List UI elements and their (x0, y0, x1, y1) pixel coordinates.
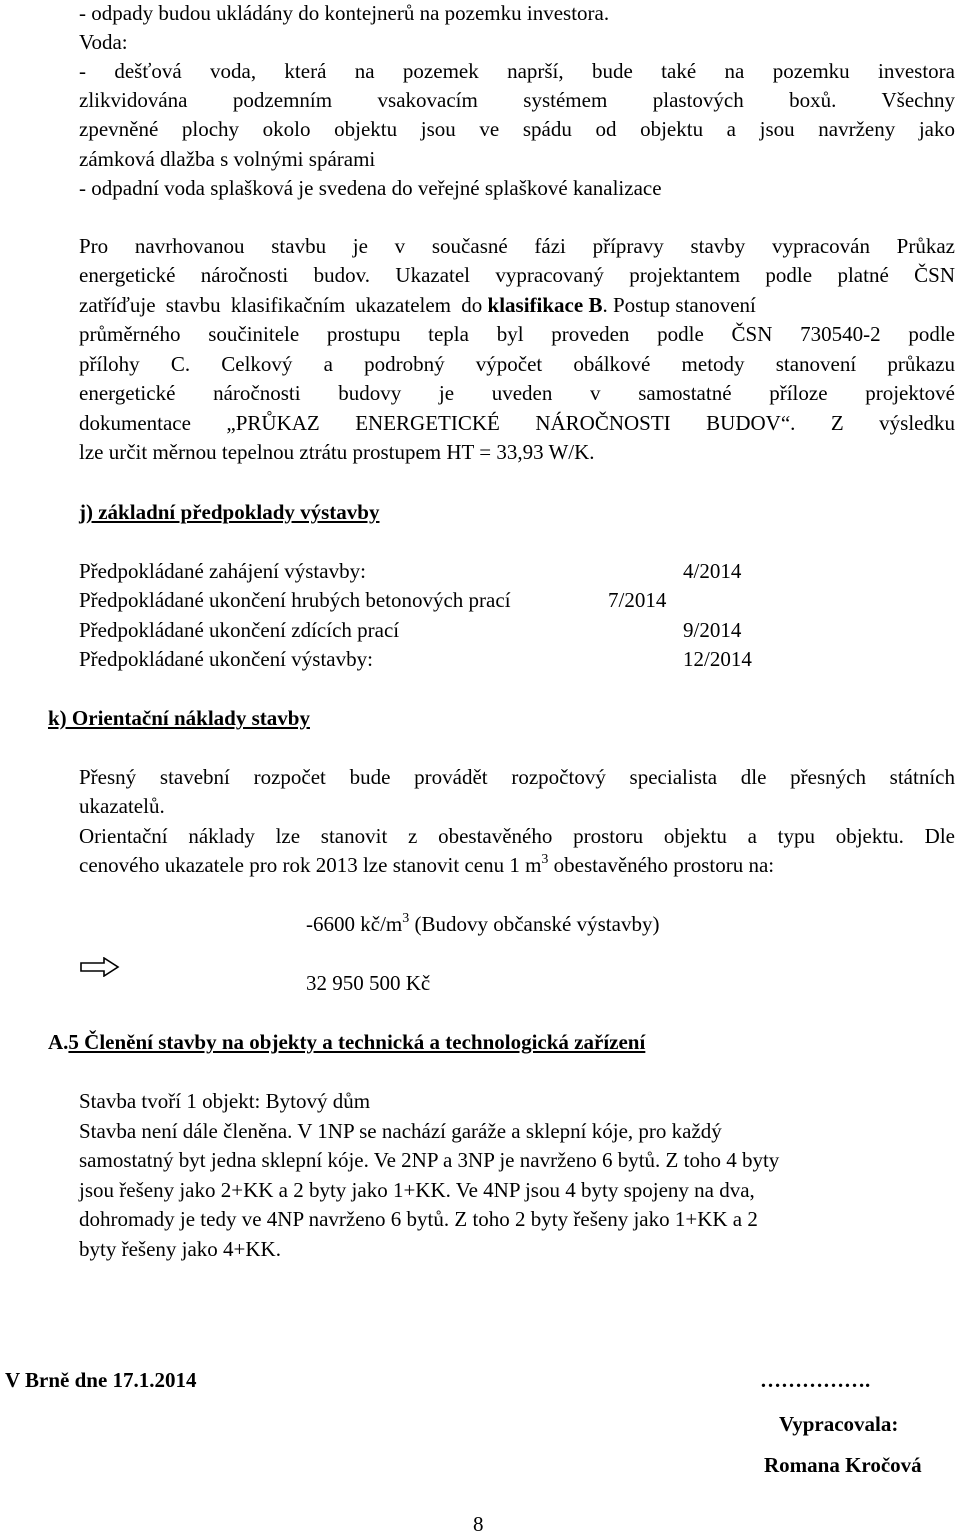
schedule-label-concrete: Předpokládané ukončení hrubých betonových prací (79, 588, 511, 612)
rainwater-line-2: zlikvidována podzemním vsakovacím systémem plastových boxů. Všechny (79, 88, 955, 112)
energy-line-7: dokumentace „PRŮKAZ ENERGETICKÉ NÁROČNOSTI BUDOV“. Z výsledku (79, 411, 955, 435)
rainwater-line-1: - dešťová voda, která na pozemek naprší, bude také na pozemku investora (79, 59, 955, 83)
energy-line-4: průměrného součinitele prostupu tepla byl proveden podle ČSN 730540-2 podle (79, 322, 955, 346)
signature-dots: ……………. (760, 1368, 871, 1392)
budget-line-2: ukazatelů. (79, 794, 165, 818)
objects-line-2: Stavba není dále členěna. V 1NP se nachází garáže a sklepní kóje, pro každý (79, 1119, 722, 1143)
unit-price-category: (Budovy občanské výstavby) (409, 912, 660, 936)
cost-line-2-tail: obestavěného prostoru na: (548, 853, 775, 877)
energy-line-6: energetické náročnosti budovy je uveden v samostatné příloze projektové (79, 381, 955, 405)
schedule-label-end: Předpokládané ukončení výstavby: (79, 647, 373, 671)
objects-line-4: jsou řešeny jako 2+KK a 2 byty jako 1+KK. Ve 4NP jsou 4 byty spojeny na dva, (79, 1178, 755, 1202)
objects-line-6: byty řešeny jako 4+KK. (79, 1237, 281, 1261)
unit-price: -6600 kč/m (306, 912, 403, 936)
total-cost: 32 950 500 Kč (306, 971, 431, 995)
section-j-heading: j) základní předpoklady výstavby (79, 500, 380, 524)
budget-line-1: Přesný stavební rozpočet bude provádět rozpočtový specialista dle přesných státních (79, 765, 955, 789)
rainwater-line-3: zpevněné plochy okolo objektu jsou ve spádu od objektu a jsou navrženy jako (79, 117, 955, 141)
author-role: Vypracovala: (779, 1412, 899, 1436)
objects-line-1: Stavba tvoří 1 objekt: Bytový dům (79, 1089, 371, 1113)
cubic-superscript: 3 (541, 852, 549, 867)
cost-line-1: Orientační náklady lze stanovit z obestavěného prostoru objektu a typu objektu. Dle (79, 824, 955, 848)
sewage-line: - odpadní voda splašková je svedena do veřejné splaškové kanalizace (79, 176, 662, 200)
cost-line-2 (79, 850, 774, 880)
section-a5-title: 5 Členění stavby na objekty a technická a technologická zařízení (68, 1030, 646, 1054)
section-k-heading: k) Orientační náklady stavby (48, 706, 310, 730)
schedule-value-start: 4/2014 (683, 559, 742, 583)
energy-line-3 (79, 290, 955, 320)
objects-line-3: samostatný byt jedna sklepní kóje. Ve 2NP a 3NP je navrženo 6 bytů. Z toho 4 byty (79, 1148, 780, 1172)
section-a5-heading (48, 1027, 645, 1057)
cost-line-2-text: cenového ukazatele pro rok 2013 lze stanovit cenu 1 m (79, 853, 542, 877)
schedule-value-concrete: 7/2014 (608, 588, 667, 612)
energy-line-1: Pro navrhovanou stavbu je v současné fázi přípravy stavby vypracován Průkaz (79, 234, 955, 258)
outline-right-arrow-icon (80, 957, 120, 977)
rainwater-line-4: zámková dlažba s volnými spárami (79, 147, 376, 171)
section-a5-prefix: A. (48, 1030, 69, 1054)
energy-line-5: přílohy C. Celkový a podrobný výpočet obálkové metody stanovení průkazu (79, 352, 955, 376)
place-and-date: V Brně dne 17.1.2014 (5, 1368, 197, 1392)
energy-class: klasifikace B (487, 293, 603, 317)
energy-line-2: energetické náročnosti budov. Ukazatel vypracovaný projektantem podle platné ČSN (79, 263, 955, 287)
schedule-label-start: Předpokládané zahájení výstavby: (79, 559, 366, 583)
energy-line-3-tail: . Postup stanovení (602, 293, 756, 317)
objects-line-5: dohromady je tedy ve 4NP navrženo 6 bytů. Z toho 2 byty řešeny jako 1+KK a 2 (79, 1207, 758, 1231)
waste-line: - odpady budou ukládány do kontejnerů na pozemku investora. (79, 1, 610, 25)
schedule-value-masonry: 9/2014 (683, 618, 742, 642)
schedule-label-masonry: Předpokládané ukončení zdících prací (79, 618, 400, 642)
unit-price-line (306, 909, 659, 939)
water-label: Voda: (79, 30, 128, 54)
author-name: Romana Kročová (764, 1453, 922, 1477)
energy-line-3-text: zatříďuje stavbu klasifikačním ukazatelem do (79, 293, 483, 317)
page-number: 8 (473, 1512, 484, 1536)
unit-price-superscript: 3 (402, 911, 410, 926)
schedule-value-end: 12/2014 (683, 647, 752, 671)
energy-line-8: lze určit měrnou tepelnou ztrátu prostupem HT = 33,93 W/K. (79, 440, 595, 464)
